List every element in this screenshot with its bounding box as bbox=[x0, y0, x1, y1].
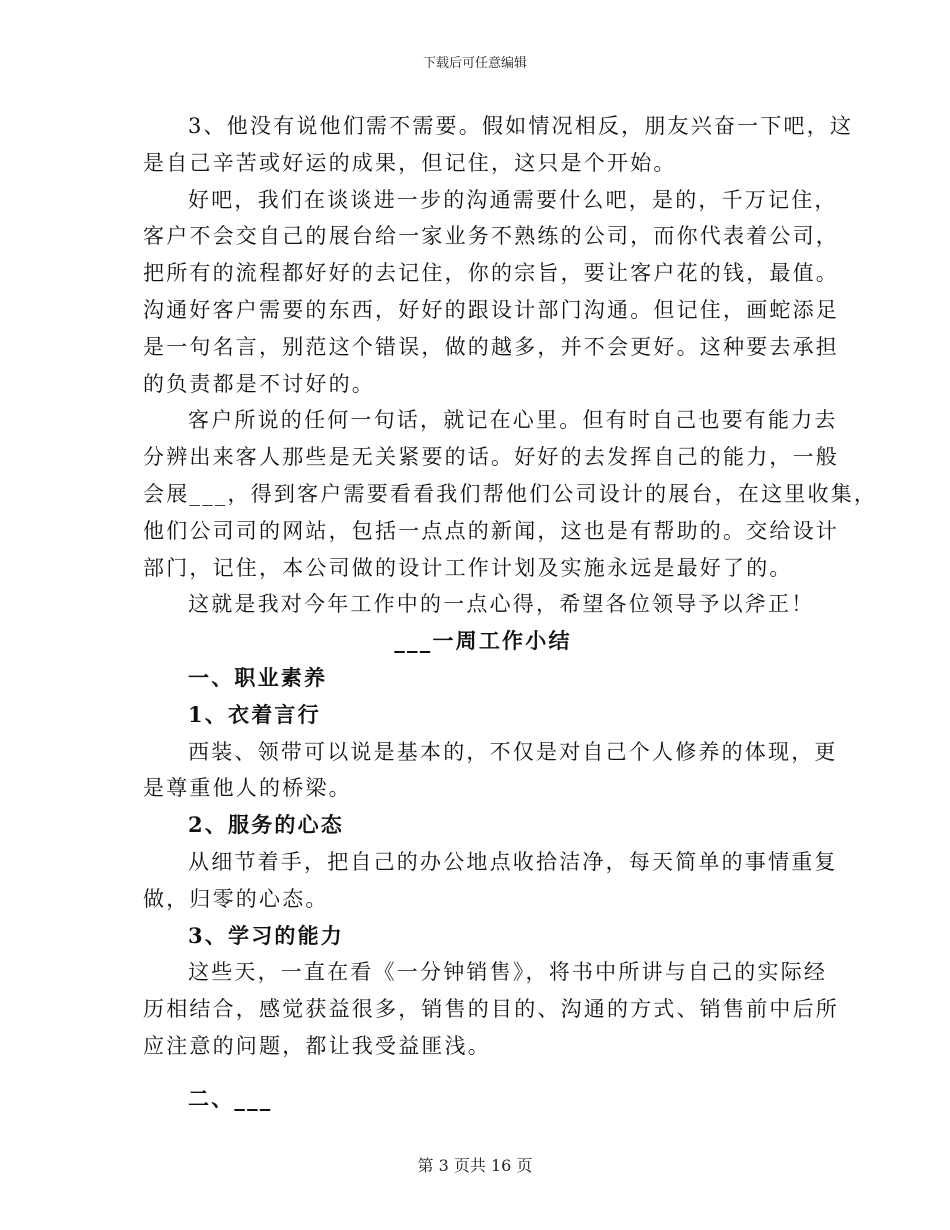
paragraph-line: 是尊重他人的桥梁。 bbox=[143, 776, 352, 801]
paragraph-line: 做，归零的心态。 bbox=[143, 886, 329, 911]
paragraph-line: 这些天，一直在看《一分钟销售》，将书中所讲与自己的实际经 bbox=[188, 960, 828, 985]
spacer bbox=[143, 1065, 823, 1081]
page-footer: 第 3 页共 16 页 bbox=[417, 1156, 533, 1175]
heading-2: 2、服务的心态 bbox=[188, 812, 345, 838]
paragraph-line: 把所有的流程都好好的去记住，你的宗旨，要让客户花的钱，最值。 bbox=[143, 261, 839, 286]
paragraph-line: 会展___，得到客户需要看看我们帮他们公司设计的展台，在这里收集， bbox=[143, 481, 878, 506]
heading-1: 一、职业素养 bbox=[188, 664, 328, 690]
heading-1: 二、___ bbox=[188, 1085, 273, 1111]
heading-2: 3、学习的能力 bbox=[188, 922, 345, 948]
paragraph-line: 的负责都是不讨好的。 bbox=[143, 371, 375, 396]
paragraph-line: 是自己辛苦或好运的成果，但记住，这只是个开始。 bbox=[143, 150, 677, 175]
section-title: ___一周工作小结 bbox=[394, 628, 572, 654]
paragraph-line: 沟通好客户需要的东西，好好的跟设计部门沟通。但记住，画蛇添足 bbox=[143, 297, 839, 322]
paragraph-line: 历相结合，感觉获益很多，销售的目的、沟通的方式、销售前中后所 bbox=[143, 997, 839, 1022]
document-body bbox=[143, 108, 878, 1118]
paragraph-line: 好吧，我们在谈谈进一步的沟通需要什么吧，是的，千万记住， bbox=[188, 187, 838, 212]
paragraph-line: 他们公司司的网站，包括一点点的新闻，这也是有帮助的。交给设计 bbox=[143, 518, 839, 543]
paragraph-line: 客户所说的任何一句话，就记在心里。但有时自己也要有能力去 bbox=[188, 408, 838, 433]
paragraph-line: 3、他没有说他们需不需要。假如情况相反，朋友兴奋一下吧，这 bbox=[188, 114, 854, 138]
heading-2: 1、衣着言行 bbox=[188, 701, 321, 727]
paragraph-line: 部门，记住，本公司做的设计工作计划及实施永远是最好了的。 bbox=[143, 555, 793, 580]
paragraph-line: 这就是我对今年工作中的一点心得，希望各位领导予以斧正！ bbox=[188, 592, 815, 617]
paragraph-line: 从细节着手，把自己的办公地点收拾洁净，每天简单的事情重复 bbox=[188, 849, 838, 874]
paragraph-line: 是一句名言，别范这个错误，做的越多，并不会更好。这种要去承担 bbox=[143, 334, 839, 359]
paragraph-line: 应注意的问题，都让我受益匪浅。 bbox=[143, 1033, 491, 1058]
paragraph-line: 客户不会交自己的展台给一家业务不熟练的公司，而你代表着公司， bbox=[143, 224, 839, 249]
page-header: 下载后可任意编辑 bbox=[422, 56, 527, 71]
paragraph-line: 西装、领带可以说是基本的，不仅是对自己个人修养的体现，更 bbox=[188, 739, 838, 764]
paragraph-line: 分辨出来客人那些是无关紧要的话。好好的去发挥自己的能力，一般 bbox=[143, 445, 839, 470]
